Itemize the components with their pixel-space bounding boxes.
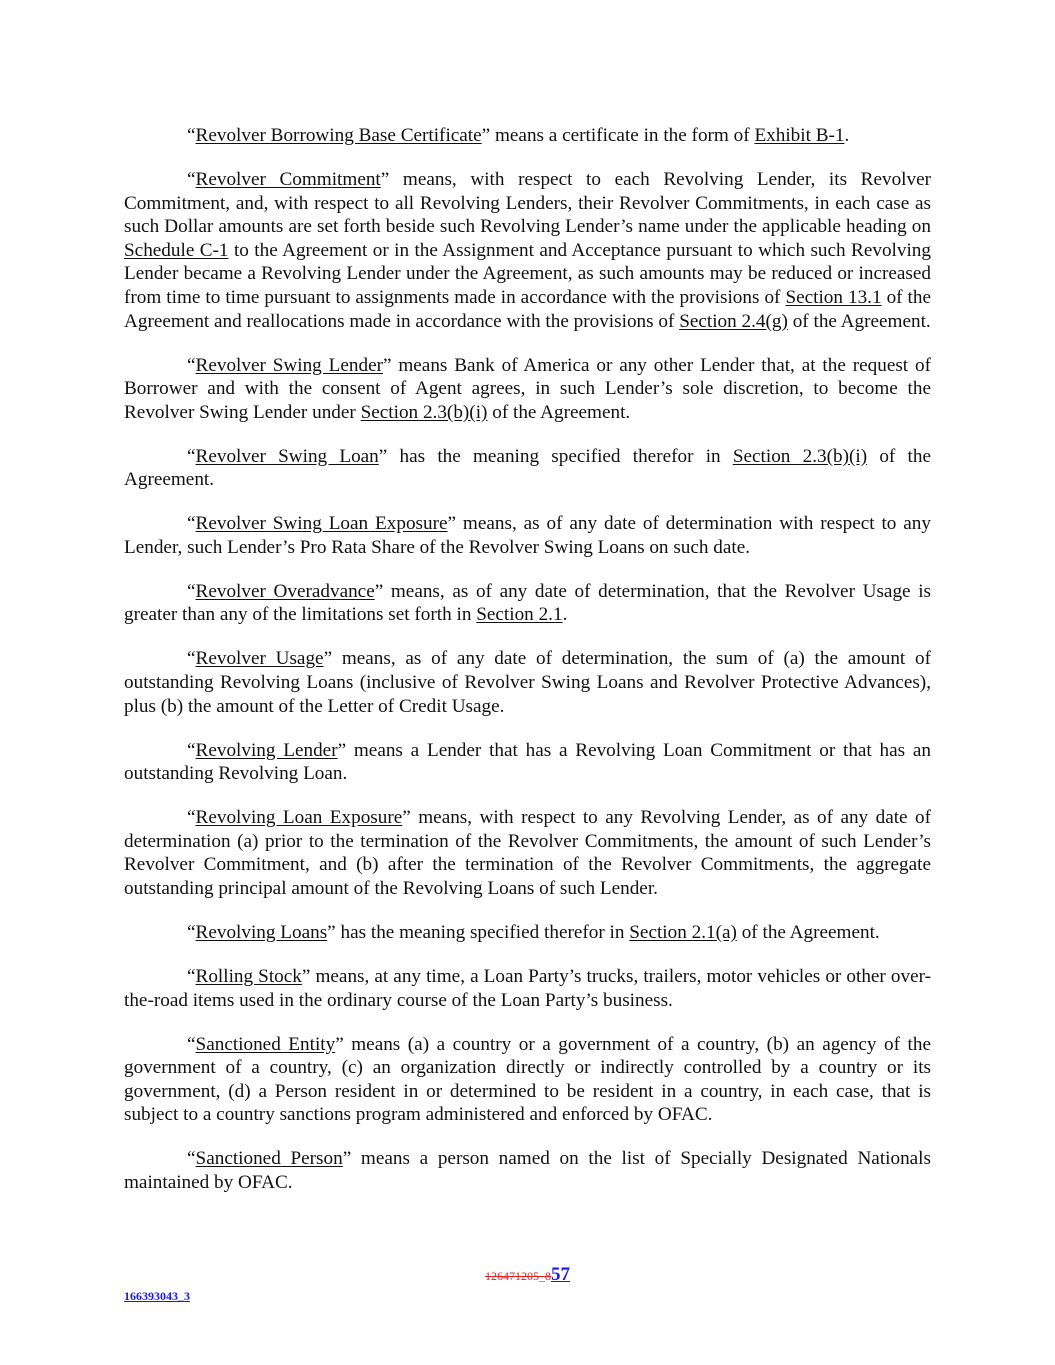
page-footer xyxy=(0,1264,1055,1286)
deleted-doc-number: 126471205_8 xyxy=(485,1269,551,1283)
cross-reference: Section 2.1 xyxy=(476,604,563,626)
definition-paragraph: “Revolving Lender” means a Lender that has a Revolving Loan Commitment or that has an outstanding Revolving Loan. xyxy=(124,739,932,785)
definition-paragraph: “Revolver Usage” means, as of any date of determination, the sum of (a) the amount of outstanding Revolving Loans (inclusive of Revolver Swing Loans and Revolver Protective Advances), plus (b) the amount of the Letter of Credit Usage. xyxy=(124,648,931,717)
defined-term: Sanctioned Person xyxy=(195,1148,343,1170)
cross-reference: Section 2.1(a) xyxy=(629,921,737,943)
doc-id: 166393043_3 xyxy=(124,1289,190,1303)
definition-paragraph: “Revolving Loan Exposure” means, with respect to any Revolving Lender, as of any date of determination (a) prior to the termination of the Revolver Commitments, the amount of such Lender’s Revolver Commitment, and (b) after the termination of the Revolver Commitments, the aggregate outstanding principal amount of the Revolving Loans of such Lender. xyxy=(124,807,931,899)
document-body xyxy=(124,124,931,1215)
cross-reference: Schedule C-1 xyxy=(124,239,229,261)
definition-paragraph: “Revolver Swing Loan” has the meaning specified therefor in Section 2.3(b)(i) of the Agreement. xyxy=(124,445,931,491)
defined-term: Revolver Borrowing Base Certificate xyxy=(195,125,482,146)
defined-term: Revolver Swing Lender xyxy=(195,354,383,376)
definition-paragraph: “Rolling Stock” means, at any time, a Loan Party’s trucks, trailers, motor vehicles or other over-the-road items used in the ordinary course of the Loan Party’s business. xyxy=(124,965,931,1011)
definition-paragraph: “Revolver Swing Lender” means Bank of America or any other Lender that, at the request of Borrower and with the consent of Agent agrees, in such Lender’s sole discretion, to become the Revolver Swing Lender under Section 2.3(b)(i) of the Agreement. xyxy=(124,354,931,423)
defined-term: Revolving Loan Exposure xyxy=(195,807,403,829)
definition-paragraph: “Revolver Borrowing Base Certificate” means a certificate in the form of Exhibit B-1. xyxy=(187,125,850,146)
defined-term: Rolling Stock xyxy=(195,965,302,987)
cross-reference: Section 2.4(g) xyxy=(679,310,788,332)
cross-reference: Section 2.3(b)(i) xyxy=(732,445,868,467)
defined-term: Revolver Overadvance xyxy=(195,580,375,602)
defined-term: Revolver Commitment xyxy=(195,168,381,190)
definition-paragraph: “Sanctioned Entity” means (a) a country or a government of a country, (b) an agency of the government of a country, (c) an organization directly or indirectly controlled by a country or its government, (d) a Person resident in or determined to be resident in a country, in each case, that is subject to a country sanctions program administered and enforced by OFAC. xyxy=(124,1033,931,1126)
definition-paragraph: “Revolving Loans” has the meaning specified therefor in Section 2.1(a) of the Agreement. xyxy=(187,921,880,943)
cross-reference: Exhibit B-1 xyxy=(754,125,845,146)
definition-paragraph: “Revolver Overadvance” means, as of any date of determination, that the Revolver Usage is greater than any of the limitations set forth in Section 2.1. xyxy=(124,580,931,626)
cross-reference: Section 2.3(b)(i) xyxy=(360,401,488,423)
definition-paragraph: “Sanctioned Person” means a person named on the list of Specially Designated Nationals maintained by OFAC. xyxy=(124,1148,931,1193)
cross-reference: Section 13.1 xyxy=(785,286,882,308)
defined-term: Sanctioned Entity xyxy=(195,1033,336,1055)
defined-term: Revolving Loans xyxy=(195,921,328,943)
definition-paragraph: “Revolver Commitment” means, with respect to each Revolving Lender, its Revolver Commitment, and, with respect to all Revolving Lenders, their Revolver Commitments, in each case as such Dollar amounts are set forth beside such Revolving Lender’s name under the applicable heading on Schedule C-1 to the Agreement or in the Assignment and Acceptance pursuant to which such Revolving Lender became a Revolving Lender under the Agreement, as such amounts may be reduced or increased from time to time pursuant to assignments made in accordance with the provisions of Section 13.1 of the Agreement and reallocations made in accordance with the provisions of Section 2.4(g) of the Agreement. xyxy=(124,168,931,332)
defined-term: Revolver Usage xyxy=(195,648,324,670)
defined-term: Revolver Swing Loan xyxy=(195,445,379,467)
defined-term: Revolving Lender xyxy=(195,739,338,761)
page-number: 57 xyxy=(551,1264,570,1285)
definition-paragraph: “Revolver Swing Loan Exposure” means, as of any date of determination with respect to any Lender, such Lender’s Pro Rata Share of the Revolver Swing Loans on such date. xyxy=(124,513,931,558)
defined-term: Revolver Swing Loan Exposure xyxy=(195,513,448,535)
